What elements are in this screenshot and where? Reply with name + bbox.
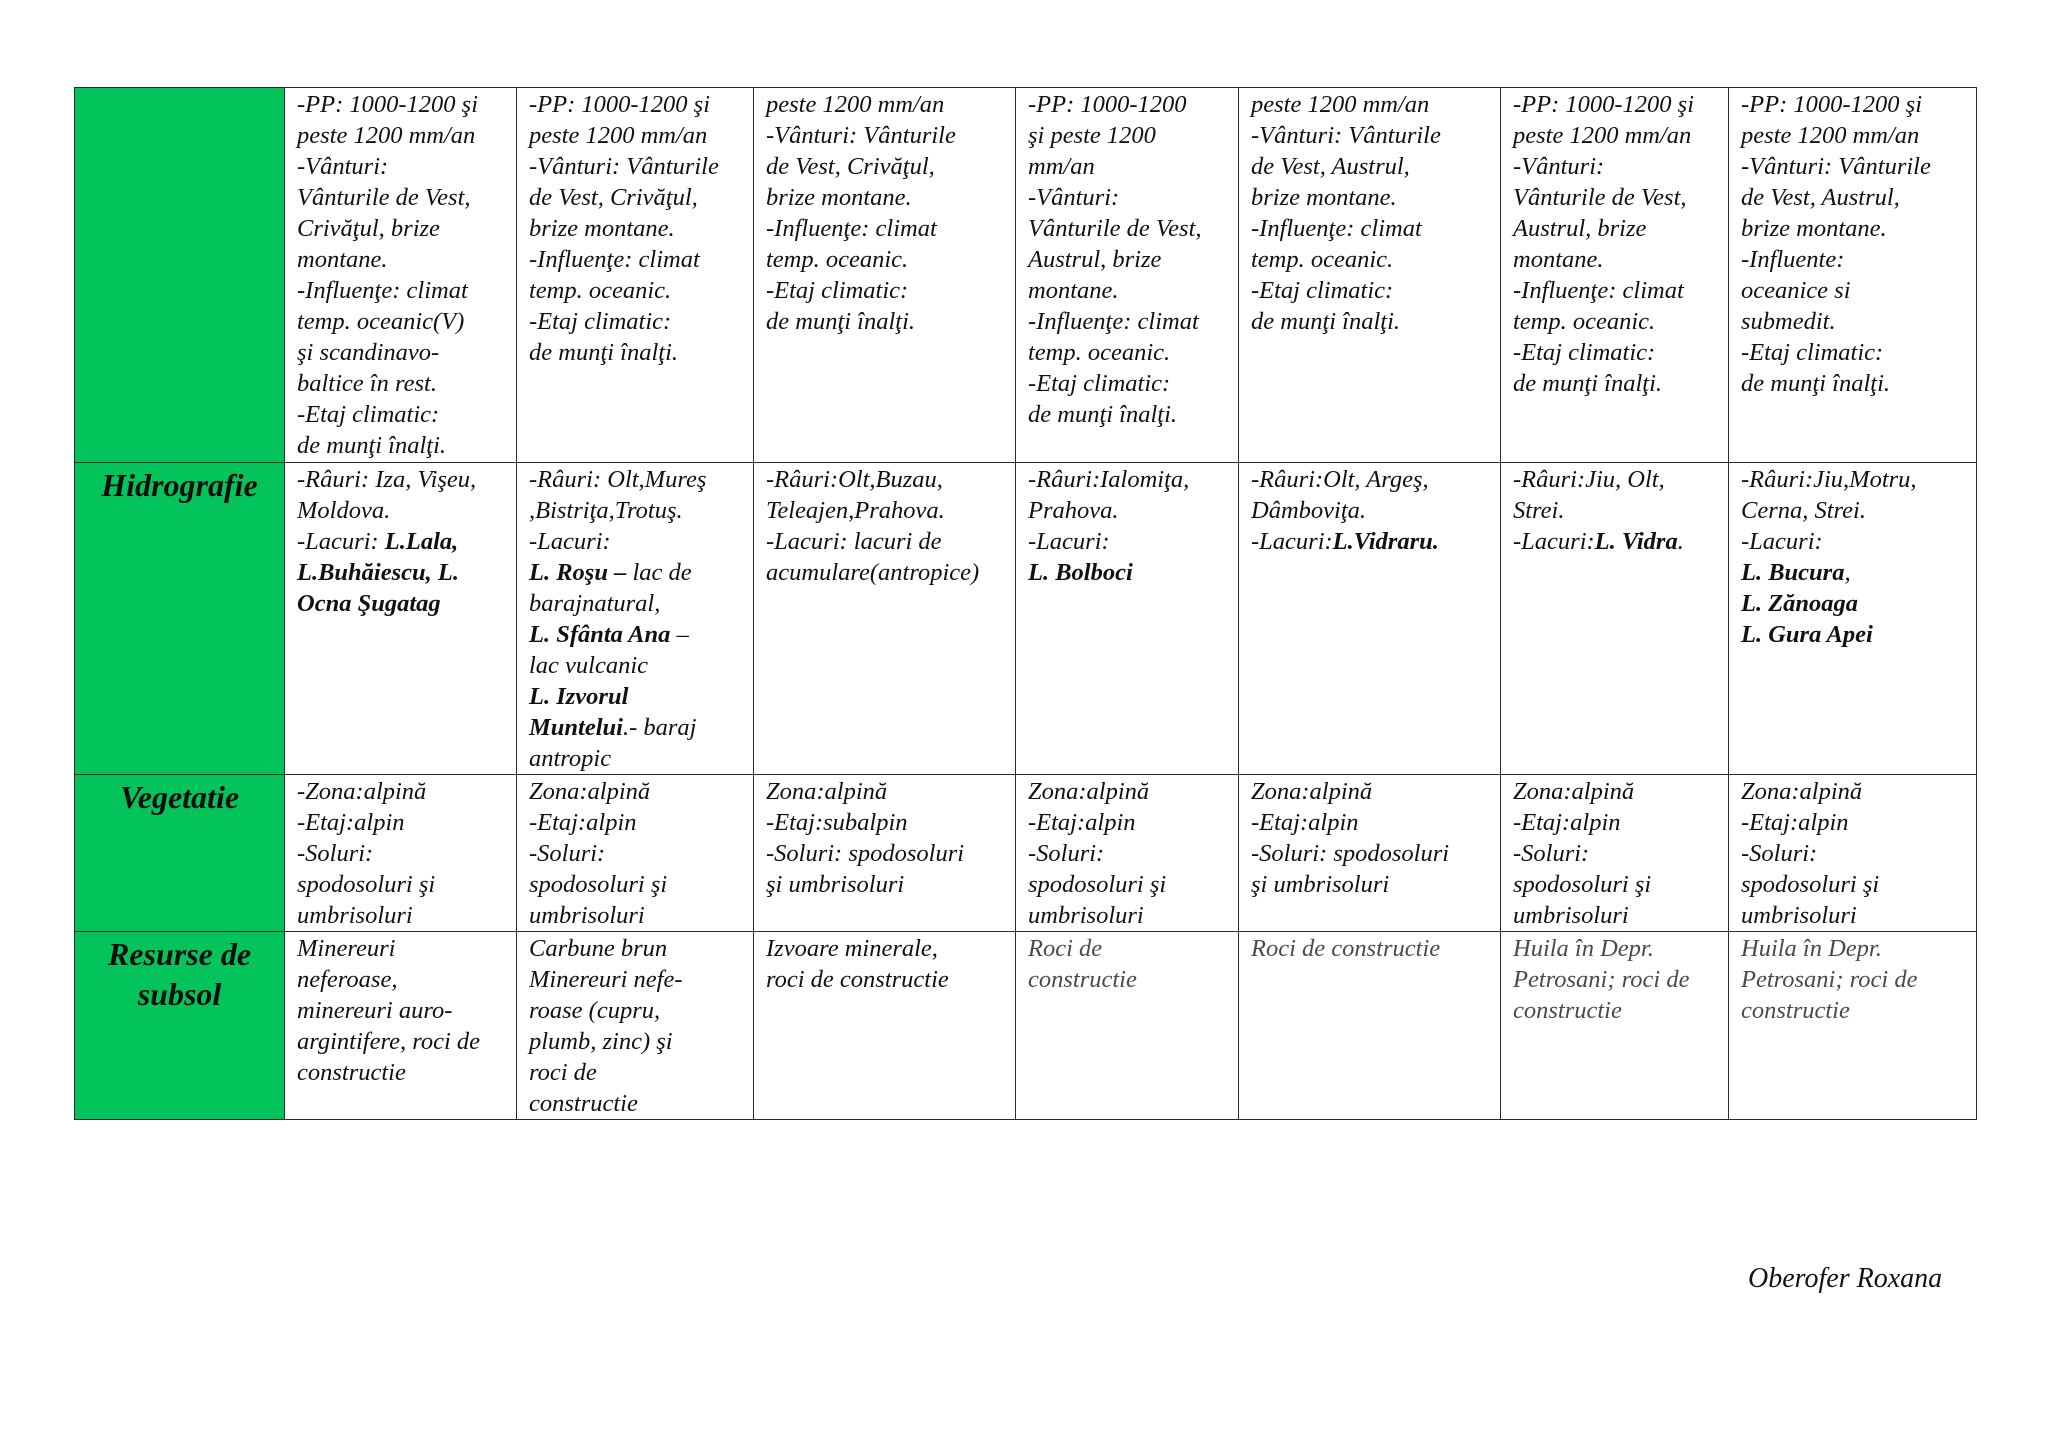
lake-name-text: L.Vidraru.	[1332, 528, 1439, 555]
cell-line	[297, 557, 508, 588]
cell-line: constructie	[1513, 997, 1622, 1024]
cell-line: roase (cupru,	[529, 997, 661, 1024]
cell-line: umbrisoluri	[1741, 902, 1857, 929]
cell-text: lac de	[626, 559, 692, 586]
table-cell	[1239, 932, 1501, 1120]
cell-text: -Râuri:Olt,Buzau,	[766, 466, 943, 493]
cell-text: Teleajen,Prahova.	[766, 497, 945, 524]
lake-name-text: L. Zănoaga	[1741, 590, 1859, 617]
cell-line: roci de constructie	[766, 966, 949, 993]
table-cell	[285, 463, 517, 775]
cell-line: brize montane.	[766, 184, 912, 211]
cell-line: şi peste 1200	[1028, 122, 1156, 149]
cell-line: submedit.	[1741, 308, 1836, 335]
cell-line: de munţi înalţi.	[766, 308, 916, 335]
cell-text: -Râuri:Olt, Argeş,	[1251, 466, 1429, 493]
cell-line	[529, 743, 745, 774]
cell-line: brize montane.	[1251, 184, 1397, 211]
table-cell	[1239, 88, 1501, 463]
cell-text: ,Bistriţa,Trotuş.	[529, 497, 683, 524]
cell-line: montane.	[297, 246, 388, 273]
cell-line: spodosoluri şi	[1741, 871, 1880, 898]
cell-line	[529, 650, 745, 681]
cell-text: Cerna, Strei.	[1741, 497, 1866, 524]
row-label-vegetatie: Vegetatie	[75, 775, 285, 932]
cell-text: -Râuri: Iza, Vişeu,	[297, 466, 477, 493]
cell-line: spodosoluri şi	[529, 871, 668, 898]
cell-line: de munţi înalţi.	[529, 339, 679, 366]
cell-line: -Soluri:	[529, 840, 606, 867]
cell-line: -Etaj climatic:	[766, 277, 909, 304]
row-label-resurse: Resurse de subsol	[75, 932, 285, 1120]
cell-line: peste 1200 mm/an	[766, 91, 945, 118]
table-cell	[285, 775, 517, 932]
cell-line: Roci de constructie	[1251, 935, 1441, 962]
cell-line	[297, 464, 508, 495]
cell-line: peste 1200 mm/an	[1251, 91, 1430, 118]
cell-line: -Etaj climatic:	[1741, 339, 1884, 366]
cell-line	[1513, 495, 1720, 526]
cell-line: -Etaj:alpin	[297, 809, 405, 836]
cell-line: -Etaj:alpin	[1513, 809, 1621, 836]
cell-line	[297, 588, 508, 619]
cell-line: -Etaj climatic:	[1513, 339, 1656, 366]
lake-name-text: L. Izvorul	[529, 683, 629, 710]
cell-line	[1028, 557, 1230, 588]
cell-line	[1251, 526, 1492, 557]
cell-line: umbrisoluri	[1028, 902, 1144, 929]
cell-line	[1251, 495, 1492, 526]
cell-line: şi umbrisoluri	[766, 871, 905, 898]
cell-line: -Influenţe: climat	[529, 246, 700, 273]
author-signature: Oberofer Roxana	[1748, 1263, 1943, 1294]
cell-line: -Influente:	[1741, 246, 1845, 273]
table-row-hydrografie	[75, 463, 1977, 775]
cell-line: Minereuri nefe-	[529, 966, 683, 993]
cell-line: roci de	[529, 1059, 597, 1086]
cell-line	[1741, 588, 1968, 619]
lake-name-text: L. Gura Apei	[1741, 621, 1873, 648]
cell-text: -Lacuri:	[1513, 528, 1595, 555]
cell-line: Zona:alpină	[1741, 778, 1863, 805]
cell-line: -Soluri:	[1741, 840, 1818, 867]
cell-text: -Râuri: Olt,Mureş	[529, 466, 707, 493]
cell-text: antropic	[529, 745, 612, 772]
cell-line: Izvoare minerale,	[766, 935, 938, 962]
cell-line: -PP: 1000-1200 şi	[1741, 91, 1922, 118]
cell-line: Zona:alpină	[766, 778, 888, 805]
cell-text: Prahova.	[1028, 497, 1119, 524]
cell-line: -Influenţe: climat	[766, 215, 937, 242]
cell-line: Vânturile de Vest,	[1513, 184, 1687, 211]
cell-line	[1741, 557, 1968, 588]
table-cell	[517, 88, 754, 463]
cell-line: de munţi înalţi.	[1028, 401, 1178, 428]
cell-line: Austrul, brize	[1028, 246, 1162, 273]
cell-line	[529, 712, 745, 743]
cell-line: -Soluri:	[297, 840, 374, 867]
cell-line: brize montane.	[529, 215, 675, 242]
cell-line: -Etaj:alpin	[1028, 809, 1136, 836]
cell-line: -Etaj climatic:	[1028, 370, 1171, 397]
cell-line: spodosoluri şi	[1513, 871, 1652, 898]
cell-line: Vânturile de Vest,	[1028, 215, 1202, 242]
cell-line	[529, 619, 745, 650]
cell-line: -Vânturi:	[297, 153, 389, 180]
cell-line: umbrisoluri	[297, 902, 413, 929]
cell-line	[1741, 495, 1968, 526]
table-cell	[285, 88, 517, 463]
cell-line: -PP: 1000-1200 şi	[297, 91, 478, 118]
cell-line: umbrisoluri	[1513, 902, 1629, 929]
table-cell	[1239, 775, 1501, 932]
cell-line: umbrisoluri	[529, 902, 645, 929]
cell-text: -Lacuri: lacuri de	[766, 528, 942, 555]
table-cell	[1729, 463, 1977, 775]
cell-line	[297, 495, 508, 526]
lake-name-text: L. Vidra	[1594, 528, 1678, 555]
cell-line: -Soluri: spodosoluri	[1251, 840, 1450, 867]
cell-line: de Vest, Austrul,	[1741, 184, 1900, 211]
cell-line: -Soluri:	[1028, 840, 1105, 867]
cell-line: temp. oceanic.	[766, 246, 909, 273]
cell-line: Zona:alpină	[529, 778, 651, 805]
cell-line: temp. oceanic.	[1251, 246, 1394, 273]
cell-line: oceanice si	[1741, 277, 1851, 304]
lake-name-text: L. Roşu –	[529, 559, 627, 586]
lake-name-text: L. Bolboci	[1028, 559, 1133, 586]
cell-line: Petrosani; roci de	[1741, 966, 1918, 993]
cell-line: de Vest, Austrul,	[1251, 153, 1410, 180]
cell-line	[1741, 619, 1968, 650]
table-cell	[754, 932, 1016, 1120]
cell-line	[1028, 464, 1230, 495]
cell-line: montane.	[1028, 277, 1119, 304]
cell-line: -Vânturi: Vânturile	[529, 153, 719, 180]
cell-line: Huila în Depr.	[1513, 935, 1654, 962]
cell-line: baltice în rest.	[297, 370, 437, 397]
cell-line: -Soluri: spodosoluri	[766, 840, 965, 867]
cell-line: constructie	[529, 1090, 638, 1117]
cell-line	[766, 557, 1007, 588]
cell-line: peste 1200 mm/an	[1513, 122, 1692, 149]
cell-line: -Vânturi: Vânturile	[1741, 153, 1931, 180]
lake-name-text: L. Bucura	[1741, 559, 1845, 586]
table-cell	[1016, 463, 1239, 775]
cell-line	[1251, 464, 1492, 495]
cell-line: de munţi înalţi.	[1251, 308, 1401, 335]
cell-line: Petrosani; roci de	[1513, 966, 1690, 993]
cell-line: -PP: 1000-1200	[1028, 91, 1187, 118]
cell-line: constructie	[1028, 966, 1137, 993]
table-cell	[1501, 775, 1729, 932]
cell-line: Carbune brun	[529, 935, 668, 962]
cell-line: constructie	[297, 1059, 406, 1086]
cell-line: -PP: 1000-1200 şi	[529, 91, 710, 118]
cell-line: -Etaj:subalpin	[766, 809, 908, 836]
table-cell	[754, 88, 1016, 463]
cell-line: -Influenţe: climat	[1251, 215, 1422, 242]
cell-line: de Vest, Crivăţul,	[766, 153, 935, 180]
cell-line: Roci de	[1028, 935, 1103, 962]
lake-name-text: L. Sfânta Ana	[529, 621, 671, 648]
table-cell	[1501, 463, 1729, 775]
table-row-resurse	[75, 932, 1977, 1120]
cell-line: -Vânturi: Vânturile	[1251, 122, 1441, 149]
cell-text: Dâmboviţa.	[1251, 497, 1366, 524]
table-cell	[517, 775, 754, 932]
cell-line: spodosoluri şi	[297, 871, 436, 898]
cell-line: Minereuri	[297, 935, 396, 962]
cell-line: temp. oceanic(V)	[297, 308, 465, 335]
cell-text: .- baraj	[622, 714, 697, 741]
cell-line: temp. oceanic.	[1028, 339, 1171, 366]
lake-name-text: L.Lala,	[384, 528, 459, 555]
cell-line: -Etaj climatic:	[529, 308, 672, 335]
lake-name-text: Ocna Şugatag	[297, 590, 441, 617]
cell-line	[529, 557, 745, 588]
cell-line: peste 1200 mm/an	[1741, 122, 1920, 149]
cell-line	[529, 681, 745, 712]
geography-table	[74, 87, 1977, 1120]
cell-line: -Etaj:alpin	[1741, 809, 1849, 836]
cell-line: constructie	[1741, 997, 1850, 1024]
cell-text: Moldova.	[297, 497, 391, 524]
cell-text: -Lacuri:	[1251, 528, 1333, 555]
cell-line	[529, 526, 745, 557]
cell-line: peste 1200 mm/an	[297, 122, 476, 149]
cell-text: -Lacuri:	[529, 528, 611, 555]
cell-line: Huila în Depr.	[1741, 935, 1882, 962]
table-cell	[1239, 463, 1501, 775]
cell-line: de munţi înalţi.	[1513, 370, 1663, 397]
cell-line: şi umbrisoluri	[1251, 871, 1390, 898]
cell-line	[1741, 464, 1968, 495]
cell-line: -Influenţe: climat	[1028, 308, 1199, 335]
table-row-climate	[75, 88, 1977, 463]
cell-line: Zona:alpină	[1251, 778, 1373, 805]
cell-line: mm/an	[1028, 153, 1095, 180]
cell-line: plumb, zinc) şi	[529, 1028, 673, 1055]
lake-name-text: L.Buhăiescu, L.	[297, 559, 459, 586]
table-cell	[1501, 88, 1729, 463]
cell-line: Zona:alpină	[1028, 778, 1150, 805]
cell-line: -Etaj:alpin	[529, 809, 637, 836]
cell-line: temp. oceanic.	[1513, 308, 1656, 335]
cell-line: -Zona:alpină	[297, 778, 427, 805]
cell-text: lac vulcanic	[529, 652, 649, 679]
table-row-vegetatie	[75, 775, 1977, 932]
row-label-hidrografie: Hidrografie	[75, 463, 285, 775]
cell-text: barajnatural,	[529, 590, 661, 617]
table-cell	[1729, 88, 1977, 463]
cell-line: Zona:alpină	[1513, 778, 1635, 805]
cell-line: Crivăţul, brize	[297, 215, 440, 242]
cell-line: -Etaj climatic:	[297, 401, 440, 428]
table-cell	[1501, 932, 1729, 1120]
cell-line: şi scandinavo-	[297, 339, 440, 366]
cell-text: .	[1677, 528, 1684, 555]
cell-text: Strei.	[1513, 497, 1565, 524]
cell-line	[529, 495, 745, 526]
cell-text: -Râuri:Ialomiţa,	[1028, 466, 1190, 493]
table-cell	[285, 932, 517, 1120]
cell-line: peste 1200 mm/an	[529, 122, 708, 149]
table-cell	[1016, 932, 1239, 1120]
table-cell	[1016, 88, 1239, 463]
cell-text: –	[670, 621, 689, 648]
cell-line: -Influenţe: climat	[297, 277, 468, 304]
cell-line	[1513, 464, 1720, 495]
cell-line: spodosoluri şi	[1028, 871, 1167, 898]
cell-text: -Râuri:Jiu,Motru,	[1741, 466, 1917, 493]
cell-line: de munţi înalţi.	[1741, 370, 1891, 397]
cell-line: argintifere, roci de	[297, 1028, 481, 1055]
cell-line: -Influenţe: climat	[1513, 277, 1684, 304]
table-cell	[1729, 775, 1977, 932]
cell-line	[529, 464, 745, 495]
table-cell	[1729, 932, 1977, 1120]
row-label-climate	[75, 88, 285, 463]
cell-line: minereuri auro-	[297, 997, 453, 1024]
cell-line: -PP: 1000-1200 şi	[1513, 91, 1694, 118]
table-cell	[1016, 775, 1239, 932]
cell-line	[529, 588, 745, 619]
cell-line: -Etaj climatic:	[1251, 277, 1394, 304]
table-cell	[754, 463, 1016, 775]
cell-line	[1028, 495, 1230, 526]
cell-line: -Soluri:	[1513, 840, 1590, 867]
cell-line	[1513, 526, 1720, 557]
cell-line: de Vest, Crivăţul,	[529, 184, 698, 211]
cell-line	[766, 526, 1007, 557]
cell-text: -Lacuri:	[297, 528, 385, 555]
cell-text: -Râuri:Jiu, Olt,	[1513, 466, 1665, 493]
cell-text: ,	[1844, 559, 1851, 586]
cell-line: Vânturile de Vest,	[297, 184, 471, 211]
cell-line: de munţi înalţi.	[297, 432, 447, 459]
cell-line	[297, 526, 508, 557]
cell-line: -Vânturi:	[1028, 184, 1120, 211]
cell-line: montane.	[1513, 246, 1604, 273]
cell-line: temp. oceanic.	[529, 277, 672, 304]
cell-line	[1028, 526, 1230, 557]
cell-line: brize montane.	[1741, 215, 1887, 242]
cell-line	[1741, 526, 1968, 557]
lake-name-text: Muntelui	[529, 714, 623, 741]
table-cell	[754, 775, 1016, 932]
cell-text: -Lacuri:	[1741, 528, 1823, 555]
cell-line: Austrul, brize	[1513, 215, 1647, 242]
cell-line: -Etaj:alpin	[1251, 809, 1359, 836]
cell-line: -Vânturi:	[1513, 153, 1605, 180]
cell-line	[766, 495, 1007, 526]
table-cell	[517, 463, 754, 775]
cell-text: -Lacuri:	[1028, 528, 1110, 555]
cell-line	[766, 464, 1007, 495]
table-cell	[517, 932, 754, 1120]
cell-line: neferoase,	[297, 966, 398, 993]
cell-text: acumulare(antropice)	[766, 559, 980, 586]
cell-line: -Vânturi: Vânturile	[766, 122, 956, 149]
